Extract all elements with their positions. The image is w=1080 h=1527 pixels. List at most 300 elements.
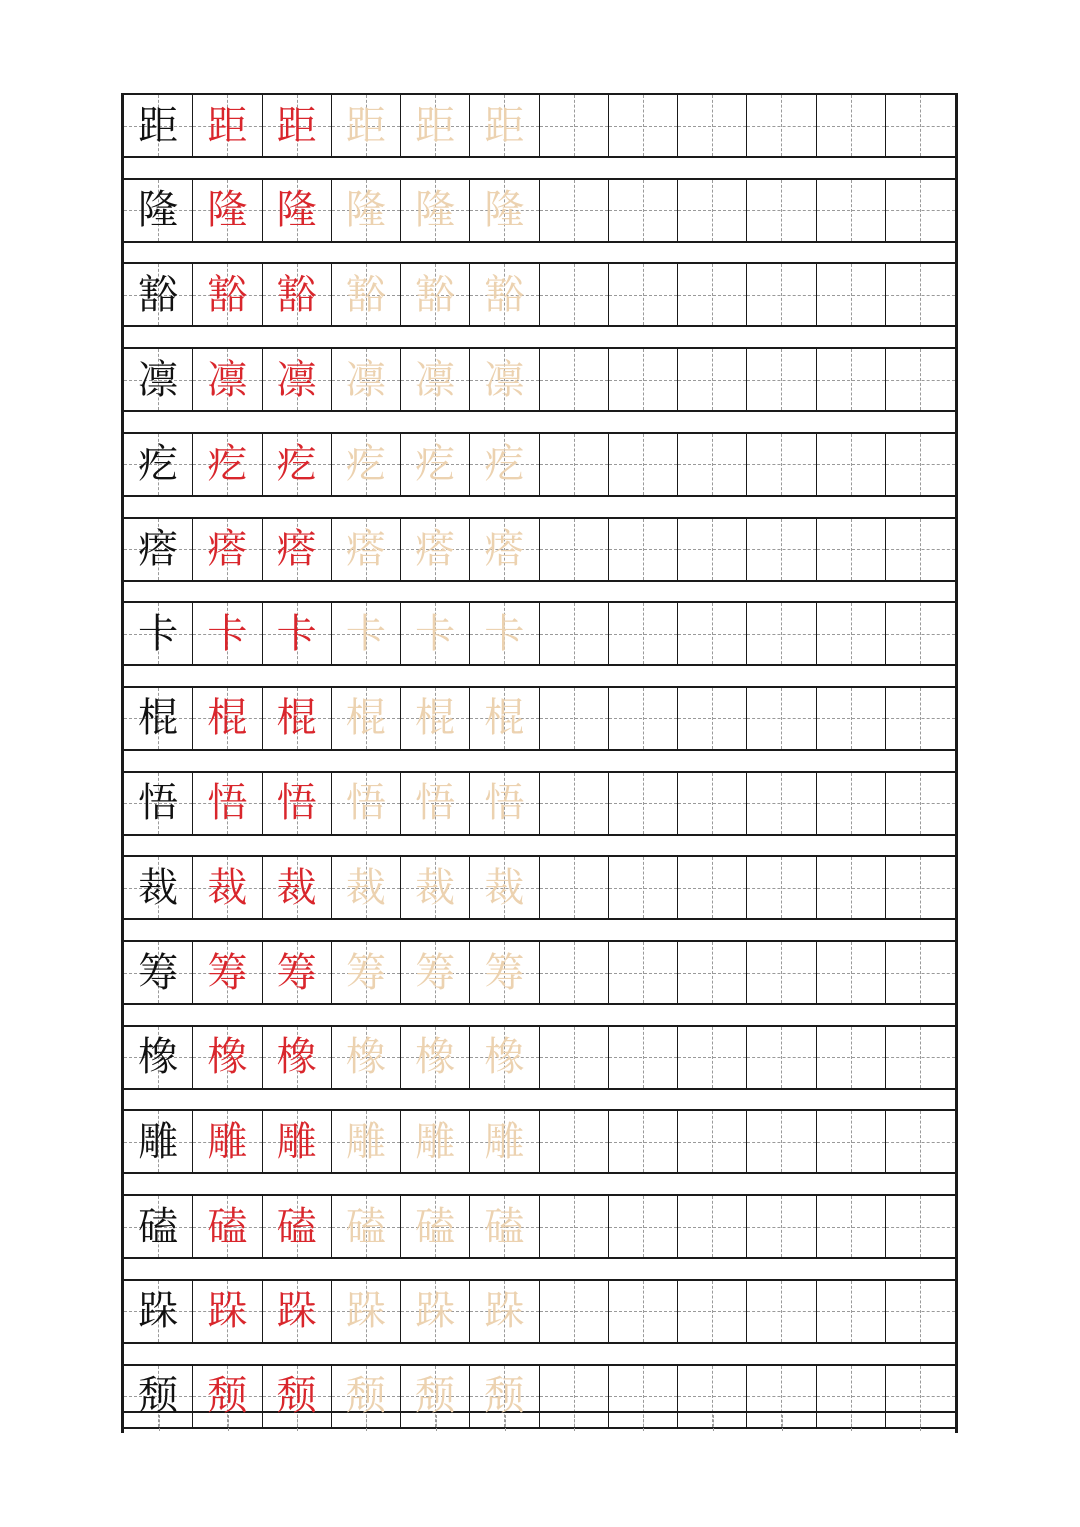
blank-writing-cell[interactable] (886, 1281, 955, 1342)
red-example-character: 颓 (276, 1373, 317, 1419)
blank-writing-cell[interactable] (886, 180, 955, 241)
blank-writing-cell[interactable] (817, 434, 886, 495)
red-example-cell (193, 349, 262, 410)
model-cell (124, 519, 193, 580)
blank-writing-cell[interactable] (540, 1281, 609, 1342)
red-example-character: 凛 (207, 356, 248, 403)
blank-writing-cell[interactable] (886, 434, 955, 495)
red-example-character: 凛 (276, 356, 317, 403)
trace-cell (401, 773, 470, 834)
red-example-cell (193, 857, 262, 918)
trace-character: 卡 (484, 610, 525, 657)
trace-cell (470, 942, 539, 1003)
red-example-cell (193, 1111, 262, 1172)
trace-cell (401, 1027, 470, 1088)
model-cell (124, 857, 193, 918)
trace-cell (332, 519, 401, 580)
blank-writing-cell[interactable] (886, 1111, 955, 1172)
blank-writing-cell[interactable] (747, 519, 816, 580)
red-example-character: 距 (276, 102, 317, 149)
red-example-character: 跺 (276, 1288, 317, 1335)
guide-tick (574, 1415, 575, 1431)
practice-row (124, 517, 955, 582)
practice-row (124, 855, 955, 920)
blank-writing-cell[interactable] (678, 773, 747, 834)
trace-cell (470, 349, 539, 410)
red-example-cell (193, 1366, 262, 1427)
model-character: 颓 (138, 1373, 179, 1419)
trace-character: 疙 (345, 441, 386, 488)
trace-character: 雕 (415, 1118, 456, 1165)
red-example-cell (193, 688, 262, 749)
model-character: 隆 (138, 187, 179, 234)
trace-cell (470, 180, 539, 241)
trace-character: 棍 (345, 695, 386, 742)
practice-row (124, 771, 955, 836)
blank-writing-cell[interactable] (817, 942, 886, 1003)
model-cell (124, 1111, 193, 1172)
red-example-character: 磕 (276, 1203, 317, 1250)
red-example-character: 瘩 (276, 526, 317, 572)
trace-cell (470, 519, 539, 580)
trace-character: 裁 (415, 864, 456, 911)
blank-writing-cell[interactable] (540, 857, 609, 918)
blank-writing-cell[interactable] (886, 519, 955, 580)
blank-writing-cell[interactable] (678, 264, 747, 325)
blank-writing-cell[interactable] (678, 1196, 747, 1257)
practice-row (124, 1364, 955, 1429)
trace-character: 距 (345, 102, 386, 149)
trace-cell (470, 1366, 539, 1427)
red-example-character: 疙 (276, 441, 317, 488)
trace-cell (401, 857, 470, 918)
blank-writing-cell[interactable] (747, 349, 816, 410)
trace-character: 瘩 (345, 526, 386, 572)
red-example-cell (193, 519, 262, 580)
trace-character: 筹 (484, 949, 525, 996)
red-example-character: 卡 (276, 610, 317, 657)
blank-writing-cell[interactable] (678, 349, 747, 410)
trace-cell (401, 603, 470, 664)
blank-writing-cell[interactable] (540, 264, 609, 325)
trace-character: 橡 (415, 1034, 456, 1081)
trace-cell (401, 1281, 470, 1342)
blank-writing-cell[interactable] (817, 1111, 886, 1172)
trace-cell (470, 857, 539, 918)
blank-writing-cell[interactable] (817, 603, 886, 664)
blank-writing-cell[interactable] (540, 1196, 609, 1257)
blank-writing-cell[interactable] (747, 942, 816, 1003)
blank-writing-cell[interactable] (747, 1281, 816, 1342)
practice-row (124, 940, 955, 1005)
red-example-cell (263, 603, 332, 664)
trace-cell (470, 688, 539, 749)
blank-writing-cell[interactable] (886, 95, 955, 156)
trace-character: 棍 (415, 695, 456, 742)
blank-writing-cell[interactable] (678, 603, 747, 664)
red-example-cell (193, 180, 262, 241)
trace-cell (470, 1281, 539, 1342)
trace-cell (332, 1196, 401, 1257)
trace-cell (401, 349, 470, 410)
model-character: 棍 (138, 695, 179, 742)
red-example-character: 筹 (207, 949, 248, 996)
trace-character: 裁 (345, 864, 386, 911)
trace-cell (470, 1196, 539, 1257)
trace-cell (332, 1027, 401, 1088)
trace-cell (401, 264, 470, 325)
model-cell (124, 349, 193, 410)
blank-writing-cell[interactable] (540, 603, 609, 664)
practice-row (124, 262, 955, 327)
blank-writing-cell[interactable] (747, 857, 816, 918)
trace-character: 瘩 (484, 526, 525, 572)
blank-writing-cell[interactable] (886, 349, 955, 410)
blank-writing-cell[interactable] (817, 1281, 886, 1342)
trace-character: 筹 (415, 949, 456, 996)
model-character: 距 (138, 102, 179, 149)
trace-character: 豁 (345, 271, 386, 318)
model-cell (124, 180, 193, 241)
guide-tick (643, 1415, 644, 1431)
blank-writing-cell[interactable] (886, 603, 955, 664)
blank-writing-cell[interactable] (886, 264, 955, 325)
blank-writing-cell[interactable] (886, 942, 955, 1003)
trace-character: 筹 (345, 949, 386, 996)
red-example-character: 隆 (207, 187, 248, 234)
trace-cell (401, 1111, 470, 1172)
blank-writing-cell[interactable] (609, 857, 678, 918)
red-example-cell (193, 1027, 262, 1088)
trace-cell (401, 180, 470, 241)
red-example-character: 疙 (207, 441, 248, 488)
model-character: 卡 (138, 610, 179, 657)
blank-writing-cell[interactable] (747, 603, 816, 664)
blank-writing-cell[interactable] (747, 264, 816, 325)
blank-writing-cell[interactable] (817, 773, 886, 834)
trace-cell (332, 434, 401, 495)
model-cell (124, 1027, 193, 1088)
practice-row (124, 601, 955, 666)
model-character: 橡 (138, 1034, 179, 1081)
red-example-character: 悟 (207, 780, 248, 827)
practice-row (124, 1194, 955, 1259)
model-character: 豁 (138, 271, 179, 318)
blank-writing-cell[interactable] (886, 857, 955, 918)
blank-writing-cell[interactable] (609, 349, 678, 410)
model-cell (124, 264, 193, 325)
trace-cell (332, 264, 401, 325)
blank-writing-cell[interactable] (609, 773, 678, 834)
blank-writing-cell[interactable] (886, 773, 955, 834)
trace-cell (401, 1196, 470, 1257)
trace-character: 棍 (484, 695, 525, 742)
red-example-character: 跺 (207, 1288, 248, 1335)
blank-writing-cell[interactable] (817, 264, 886, 325)
blank-writing-cell[interactable] (678, 180, 747, 241)
model-cell (124, 603, 193, 664)
red-example-cell (263, 857, 332, 918)
trace-character: 颓 (484, 1373, 525, 1419)
blank-writing-cell[interactable] (817, 349, 886, 410)
red-example-character: 豁 (207, 271, 248, 318)
trace-character: 悟 (345, 780, 386, 827)
trace-character: 磕 (345, 1203, 386, 1250)
practice-row (124, 432, 955, 497)
blank-writing-cell[interactable] (678, 434, 747, 495)
red-example-character: 雕 (276, 1118, 317, 1165)
blank-writing-cell[interactable] (678, 942, 747, 1003)
red-example-cell (193, 773, 262, 834)
blank-writing-cell[interactable] (678, 688, 747, 749)
blank-writing-cell[interactable] (886, 1196, 955, 1257)
red-example-character: 距 (207, 102, 248, 149)
red-example-cell (193, 95, 262, 156)
blank-writing-cell[interactable] (678, 857, 747, 918)
trace-cell (470, 264, 539, 325)
red-example-cell (263, 434, 332, 495)
model-character: 悟 (138, 780, 179, 827)
blank-writing-cell[interactable] (540, 519, 609, 580)
trace-character: 隆 (484, 187, 525, 234)
trace-cell (401, 434, 470, 495)
trace-character: 凛 (484, 356, 525, 403)
red-example-cell (263, 1281, 332, 1342)
blank-writing-cell[interactable] (747, 773, 816, 834)
trace-character: 裁 (484, 864, 525, 911)
trace-character: 卡 (415, 610, 456, 657)
trace-character: 橡 (345, 1034, 386, 1081)
trace-character: 悟 (484, 780, 525, 827)
blank-writing-cell[interactable] (678, 1027, 747, 1088)
blank-writing-cell[interactable] (540, 1111, 609, 1172)
blank-writing-cell[interactable] (817, 1196, 886, 1257)
trace-cell (332, 95, 401, 156)
blank-writing-cell[interactable] (609, 519, 678, 580)
trace-cell (332, 857, 401, 918)
trace-cell (401, 1366, 470, 1427)
blank-writing-cell[interactable] (747, 1027, 816, 1088)
red-example-cell (263, 180, 332, 241)
trace-cell (401, 942, 470, 1003)
model-character: 裁 (138, 864, 179, 911)
blank-writing-cell[interactable] (609, 180, 678, 241)
model-cell (124, 95, 193, 156)
trace-cell (470, 1027, 539, 1088)
blank-writing-cell[interactable] (609, 603, 678, 664)
blank-writing-cell[interactable] (540, 1027, 609, 1088)
red-example-character: 橡 (276, 1034, 317, 1081)
blank-writing-cell[interactable] (817, 688, 886, 749)
trace-character: 豁 (484, 271, 525, 318)
red-example-character: 棍 (207, 695, 248, 742)
model-cell (124, 688, 193, 749)
blank-writing-cell[interactable] (609, 434, 678, 495)
model-cell (124, 434, 193, 495)
blank-writing-cell[interactable] (678, 1111, 747, 1172)
red-example-character: 豁 (276, 271, 317, 318)
red-example-character: 雕 (207, 1118, 248, 1165)
blank-writing-cell[interactable] (678, 519, 747, 580)
trace-character: 颓 (345, 1373, 386, 1419)
red-example-character: 颓 (207, 1373, 248, 1419)
blank-writing-cell[interactable] (540, 180, 609, 241)
trace-cell (332, 773, 401, 834)
blank-writing-cell[interactable] (609, 95, 678, 156)
red-example-cell (263, 1027, 332, 1088)
model-character: 疙 (138, 441, 179, 488)
red-example-cell (263, 264, 332, 325)
blank-writing-cell[interactable] (540, 95, 609, 156)
guide-tick (713, 1415, 714, 1431)
red-example-character: 裁 (207, 864, 248, 911)
blank-writing-cell[interactable] (609, 942, 678, 1003)
blank-writing-cell[interactable] (540, 773, 609, 834)
trace-character: 跺 (484, 1288, 525, 1335)
red-example-cell (263, 688, 332, 749)
trace-cell (470, 1111, 539, 1172)
trace-cell (332, 1111, 401, 1172)
red-example-character: 裁 (276, 864, 317, 911)
red-example-cell (263, 1196, 332, 1257)
model-cell (124, 1366, 193, 1427)
blank-writing-cell[interactable] (886, 1027, 955, 1088)
red-example-cell (263, 519, 332, 580)
model-character: 磕 (138, 1203, 179, 1250)
red-example-cell (193, 264, 262, 325)
blank-writing-cell[interactable] (678, 95, 747, 156)
red-example-cell (193, 942, 262, 1003)
bottom-rule (124, 1411, 955, 1413)
trace-cell (332, 1281, 401, 1342)
blank-writing-cell[interactable] (609, 1027, 678, 1088)
trace-character: 隆 (415, 187, 456, 234)
practice-row (124, 1279, 955, 1344)
blank-writing-cell[interactable] (886, 688, 955, 749)
red-example-cell (263, 1366, 332, 1427)
red-example-cell (263, 349, 332, 410)
blank-writing-cell[interactable] (817, 857, 886, 918)
model-character: 雕 (138, 1118, 179, 1165)
practice-row (124, 1025, 955, 1090)
blank-writing-cell[interactable] (540, 942, 609, 1003)
trace-cell (401, 519, 470, 580)
red-example-character: 棍 (276, 695, 317, 742)
blank-writing-cell[interactable] (747, 180, 816, 241)
blank-writing-cell[interactable] (817, 180, 886, 241)
guide-tick (920, 1415, 921, 1431)
practice-row (124, 1109, 955, 1174)
trace-cell (470, 773, 539, 834)
practice-row (124, 178, 955, 243)
trace-cell (332, 603, 401, 664)
red-example-character: 橡 (207, 1034, 248, 1081)
guide-tick (782, 1415, 783, 1431)
blank-writing-cell[interactable] (817, 95, 886, 156)
model-cell (124, 1196, 193, 1257)
red-example-cell (263, 773, 332, 834)
red-example-character: 磕 (207, 1203, 248, 1250)
blank-writing-cell[interactable] (678, 1281, 747, 1342)
trace-character: 跺 (345, 1288, 386, 1335)
blank-writing-cell[interactable] (747, 1111, 816, 1172)
red-example-cell (263, 1111, 332, 1172)
blank-writing-cell[interactable] (609, 1281, 678, 1342)
red-example-cell (263, 95, 332, 156)
trace-cell (332, 180, 401, 241)
trace-character: 颓 (415, 1373, 456, 1419)
blank-writing-cell[interactable] (747, 1196, 816, 1257)
guide-tick (851, 1415, 852, 1431)
red-example-character: 隆 (276, 187, 317, 234)
blank-writing-cell[interactable] (747, 434, 816, 495)
trace-character: 瘩 (415, 526, 456, 572)
blank-writing-cell[interactable] (540, 688, 609, 749)
trace-character: 磕 (415, 1203, 456, 1250)
trace-character: 悟 (415, 780, 456, 827)
practice-row (124, 686, 955, 751)
red-example-character: 卡 (207, 610, 248, 657)
model-cell (124, 1281, 193, 1342)
trace-character: 磕 (484, 1203, 525, 1250)
model-cell (124, 773, 193, 834)
model-cell (124, 942, 193, 1003)
trace-character: 雕 (484, 1118, 525, 1165)
model-character: 筹 (138, 949, 179, 996)
blank-writing-cell[interactable] (747, 95, 816, 156)
red-example-character: 瘩 (207, 526, 248, 572)
practice-row (124, 347, 955, 412)
red-example-character: 筹 (276, 949, 317, 996)
trace-character: 卡 (345, 610, 386, 657)
practice-row (124, 93, 955, 158)
trace-cell (332, 1366, 401, 1427)
red-example-cell (193, 1281, 262, 1342)
red-example-character: 悟 (276, 780, 317, 827)
blank-writing-cell[interactable] (609, 264, 678, 325)
blank-writing-cell[interactable] (540, 349, 609, 410)
trace-cell (401, 688, 470, 749)
trace-character: 豁 (415, 271, 456, 318)
blank-writing-cell[interactable] (817, 519, 886, 580)
red-example-cell (263, 942, 332, 1003)
trace-cell (470, 434, 539, 495)
model-character: 凛 (138, 356, 179, 403)
red-example-cell (193, 603, 262, 664)
trace-character: 跺 (415, 1288, 456, 1335)
trace-character: 橡 (484, 1034, 525, 1081)
model-character: 跺 (138, 1288, 179, 1335)
trace-character: 距 (415, 102, 456, 149)
blank-writing-cell[interactable] (540, 434, 609, 495)
trace-character: 雕 (345, 1118, 386, 1165)
blank-writing-cell[interactable] (609, 1111, 678, 1172)
trace-cell (470, 95, 539, 156)
trace-cell (470, 603, 539, 664)
blank-writing-cell[interactable] (747, 688, 816, 749)
trace-character: 距 (484, 102, 525, 149)
trace-cell (332, 688, 401, 749)
trace-cell (332, 349, 401, 410)
blank-writing-cell[interactable] (609, 1196, 678, 1257)
red-example-cell (193, 434, 262, 495)
trace-character: 疙 (415, 441, 456, 488)
trace-cell (332, 942, 401, 1003)
red-example-cell (193, 1196, 262, 1257)
trace-character: 凛 (415, 356, 456, 403)
blank-writing-cell[interactable] (817, 1027, 886, 1088)
blank-writing-cell[interactable] (609, 688, 678, 749)
